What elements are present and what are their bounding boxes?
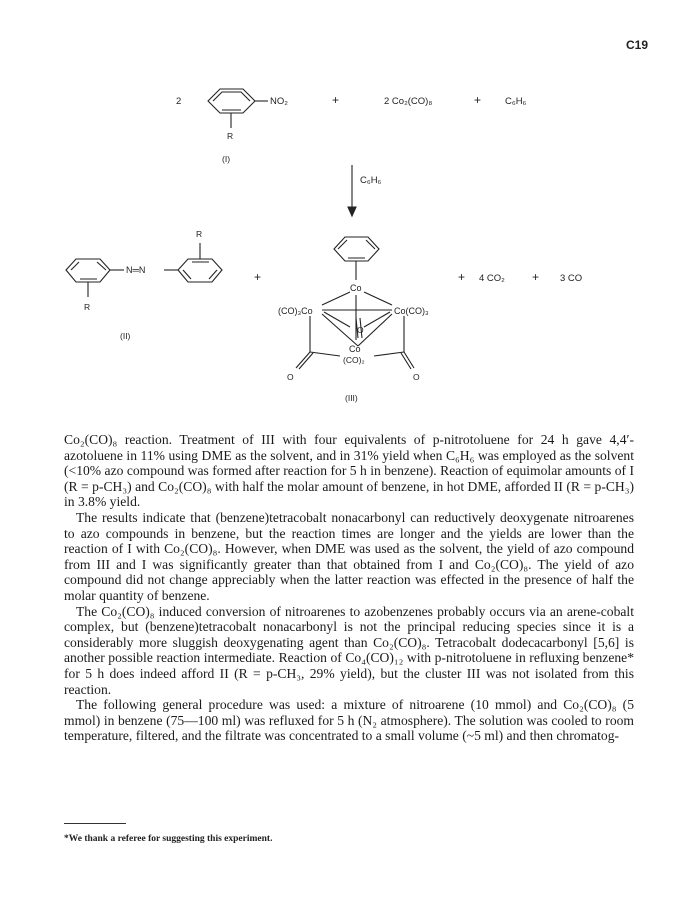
oxygen-right: O bbox=[413, 372, 420, 382]
label-compound-iii: (III) bbox=[345, 393, 358, 403]
plus-sign-4: + bbox=[458, 270, 466, 284]
body-text bbox=[64, 432, 634, 744]
cobalt-top: Co bbox=[350, 283, 362, 293]
nitroarene-ring bbox=[208, 89, 268, 128]
footnote-rule bbox=[64, 823, 126, 824]
cobalt-bottom-ligand: (CO)₂ bbox=[343, 355, 365, 365]
footnote: *We thank a referee for suggesting this experiment. bbox=[64, 834, 273, 844]
cobalt-right: Co(CO)₃ bbox=[394, 306, 429, 316]
azo-left-ring bbox=[66, 259, 124, 297]
substituent-r-2: R bbox=[196, 229, 203, 239]
label-compound-i: (I) bbox=[222, 154, 231, 164]
page-number: C19 bbox=[625, 38, 648, 52]
substituent-r-3: R bbox=[84, 302, 91, 312]
reaction-scheme bbox=[0, 70, 680, 420]
oxygen-center: O bbox=[357, 325, 364, 335]
cobalt-left: (CO)₃Co bbox=[278, 306, 313, 316]
substituent-r-1: R bbox=[227, 131, 234, 141]
paragraph-4: The following general procedure was used: a mixture of nitroarene (10 mmol) and Co₂(CO)₈ (5 mmol) in benzene (75—100 ml) was refluxed for 5 h (N₂ atmosphere). The solution was cooled to room temperature, filtered, and the filtrate was concentrated to a small volume (~5 ml) and then chromatog- bbox=[64, 697, 634, 744]
cobalt-reagent: 2 Co₂(CO)₈ bbox=[384, 96, 433, 107]
nitro-group: NO₂ bbox=[270, 96, 288, 107]
reaction-arrow bbox=[348, 165, 356, 216]
product-co2: 4 CO₂ bbox=[479, 273, 505, 284]
oxygen-left: O bbox=[287, 372, 294, 382]
plus-sign-1: + bbox=[332, 93, 340, 107]
azo-bond: N═N bbox=[126, 265, 146, 275]
plus-sign-5: + bbox=[532, 270, 540, 284]
plus-sign-2: + bbox=[474, 93, 482, 107]
azo-right-ring bbox=[164, 243, 222, 282]
plus-sign-3: + bbox=[254, 270, 262, 284]
label-compound-ii: (II) bbox=[120, 331, 131, 341]
paragraph-3: The Co₂(CO)₈ induced conversion of nitroarenes to azobenzenes probably occurs via an arene-cobalt complex, but (benzene)tetracobalt nonacarbonyl is not the principal reducing species since it is a considerably more sluggish deoxygenating agent than Co₂(CO)₈. Tetracobalt dodecacarbonyl [5,6] is another possible reaction intermediate. Reaction of Co₄(CO)₁₂ with p-nitrotoluene in refluxing benzene* for 5 h does indeed afford II (R = p-CH₃, 29% yield), but the cluster III was not isolated from this reaction. bbox=[64, 603, 634, 697]
benzene-reagent: C₆H₆ bbox=[505, 96, 527, 107]
paragraph-2: The results indicate that (benzene)tetracobalt nonacarbonyl can reductively deoxygenate nitroarenes to azo compounds in benzene, but the reaction times are longer and the yields are lower than the reaction of I with Co₂(CO)₈. However, when DME was used as the solvent, the yield of azo compound from III and I was significantly greater than that obtained from I and Co₂(CO)₈. The yield of azo compound did not change appreciably when the latter reaction was effected in the presence of half the molar quantity of benzene. bbox=[64, 509, 634, 603]
cobalt-bottom: Co bbox=[349, 344, 361, 354]
paragraph-1: Co₂(CO)₈ reaction. Treatment of III with four equivalents of p-nitrotoluene for 24 h gave 4,4′-azotoluene in 11% using DME as the solvent, and in 31% yield when C₆H₆ was employed as the solvent (<10% azo compound was formed after reaction for 5 h in benzene). Reaction of equimolar amounts of I (R = p-CH₃) and Co₂(CO)₈ with half the molar amount of benzene, in hot DME, afforded II (R = p-CH₃) in 3.8% yield. bbox=[64, 432, 634, 510]
coefficient-2: 2 bbox=[176, 96, 182, 107]
product-co: 3 CO bbox=[560, 273, 583, 284]
arrow-label: C₆H₆ bbox=[360, 175, 382, 186]
